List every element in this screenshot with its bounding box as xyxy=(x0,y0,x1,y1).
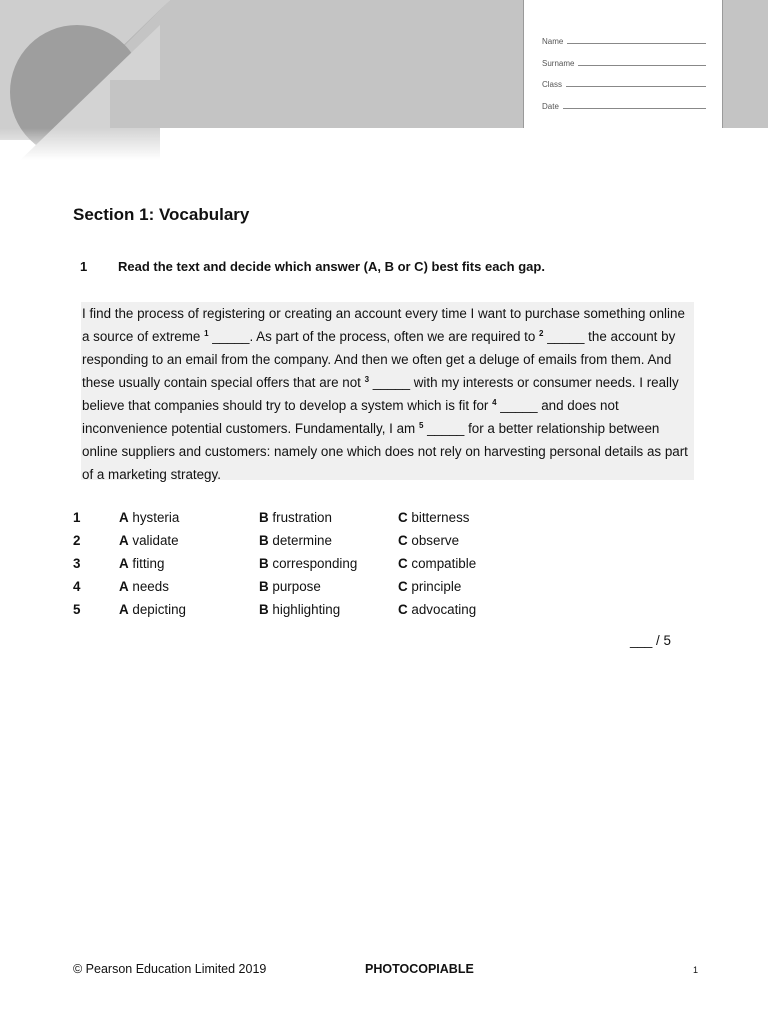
name-field[interactable] xyxy=(542,32,706,46)
option-a[interactable]: A needs xyxy=(119,579,169,594)
item-number: 4 xyxy=(73,579,81,594)
reading-passage xyxy=(81,302,694,480)
date-field[interactable] xyxy=(542,97,706,111)
surname-label: Surname xyxy=(542,59,575,68)
page-number: 1 xyxy=(693,965,699,975)
option-c[interactable]: C bitterness xyxy=(398,510,470,525)
gap-number: 3 xyxy=(364,375,370,384)
passage-text: _____ for a better relationship between online suppliers and customers: namely one which does not rely on harvesting personal details as part of a marketing strategy. xyxy=(82,421,688,482)
option-b[interactable]: B frustration xyxy=(259,510,332,525)
passage-text: I find the process of registering or creating an account every time I want to purchase something online a source of extreme xyxy=(82,306,685,344)
answer-row xyxy=(73,576,573,599)
class-label: Class xyxy=(542,80,563,89)
date-label: Date xyxy=(542,102,559,111)
option-b[interactable]: B corresponding xyxy=(259,556,358,571)
option-c[interactable]: C advocating xyxy=(398,602,477,617)
section-title: Section 1: Vocabulary xyxy=(73,205,250,224)
gap-number: 5 xyxy=(418,421,424,430)
student-info-card xyxy=(523,0,723,128)
answer-options xyxy=(73,507,573,622)
surname-field[interactable] xyxy=(542,54,706,68)
class-field[interactable] xyxy=(542,75,706,89)
answer-row xyxy=(73,530,573,553)
score-field: ___ / 5 xyxy=(630,633,671,648)
option-c[interactable]: C compatible xyxy=(398,556,477,571)
gap-number: 4 xyxy=(492,398,497,407)
option-c[interactable]: C principle xyxy=(398,579,462,594)
answer-row xyxy=(73,553,573,576)
copyright-notice: © Pearson Education Limited 2019 xyxy=(73,962,267,976)
item-number: 1 xyxy=(73,510,81,525)
passage-text: _____ and does not inconvenience potential customers. Fundamentally, I am xyxy=(82,398,619,436)
passage-text: _____ with my interests or consumer needs. I really believe that companies should try to develop a system which is fit for xyxy=(82,375,679,413)
item-number: 5 xyxy=(73,602,81,617)
question-instruction: Read the text and decide which answer (A, B or C) best fits each gap. xyxy=(118,259,545,274)
answer-row xyxy=(73,599,573,622)
gap-number: 2 xyxy=(539,329,544,338)
item-number: 2 xyxy=(73,533,81,548)
passage-text: _____ the account by responding to an email from the company. And then we often get a deluge of emails from them. And these usually contain special offers that are not xyxy=(82,329,676,390)
option-b[interactable]: B purpose xyxy=(259,579,321,594)
option-b[interactable]: B determine xyxy=(259,533,332,548)
question-number: 1 xyxy=(80,259,88,274)
option-b[interactable]: B highlighting xyxy=(259,602,341,617)
option-c[interactable]: C observe xyxy=(398,533,460,548)
option-a[interactable]: A hysteria xyxy=(119,510,180,525)
item-number: 3 xyxy=(73,556,81,571)
option-a[interactable]: A depicting xyxy=(119,602,187,617)
answer-row xyxy=(73,507,573,530)
option-a[interactable]: A fitting xyxy=(119,556,165,571)
option-a[interactable]: A validate xyxy=(119,533,179,548)
passage-text: _____. As part of the process, often we are required to xyxy=(208,329,540,344)
name-label: Name xyxy=(542,37,564,46)
photocopiable-label: PHOTOCOPIABLE xyxy=(365,962,474,976)
gap-number: 1 xyxy=(204,329,209,338)
header-band xyxy=(0,0,768,160)
